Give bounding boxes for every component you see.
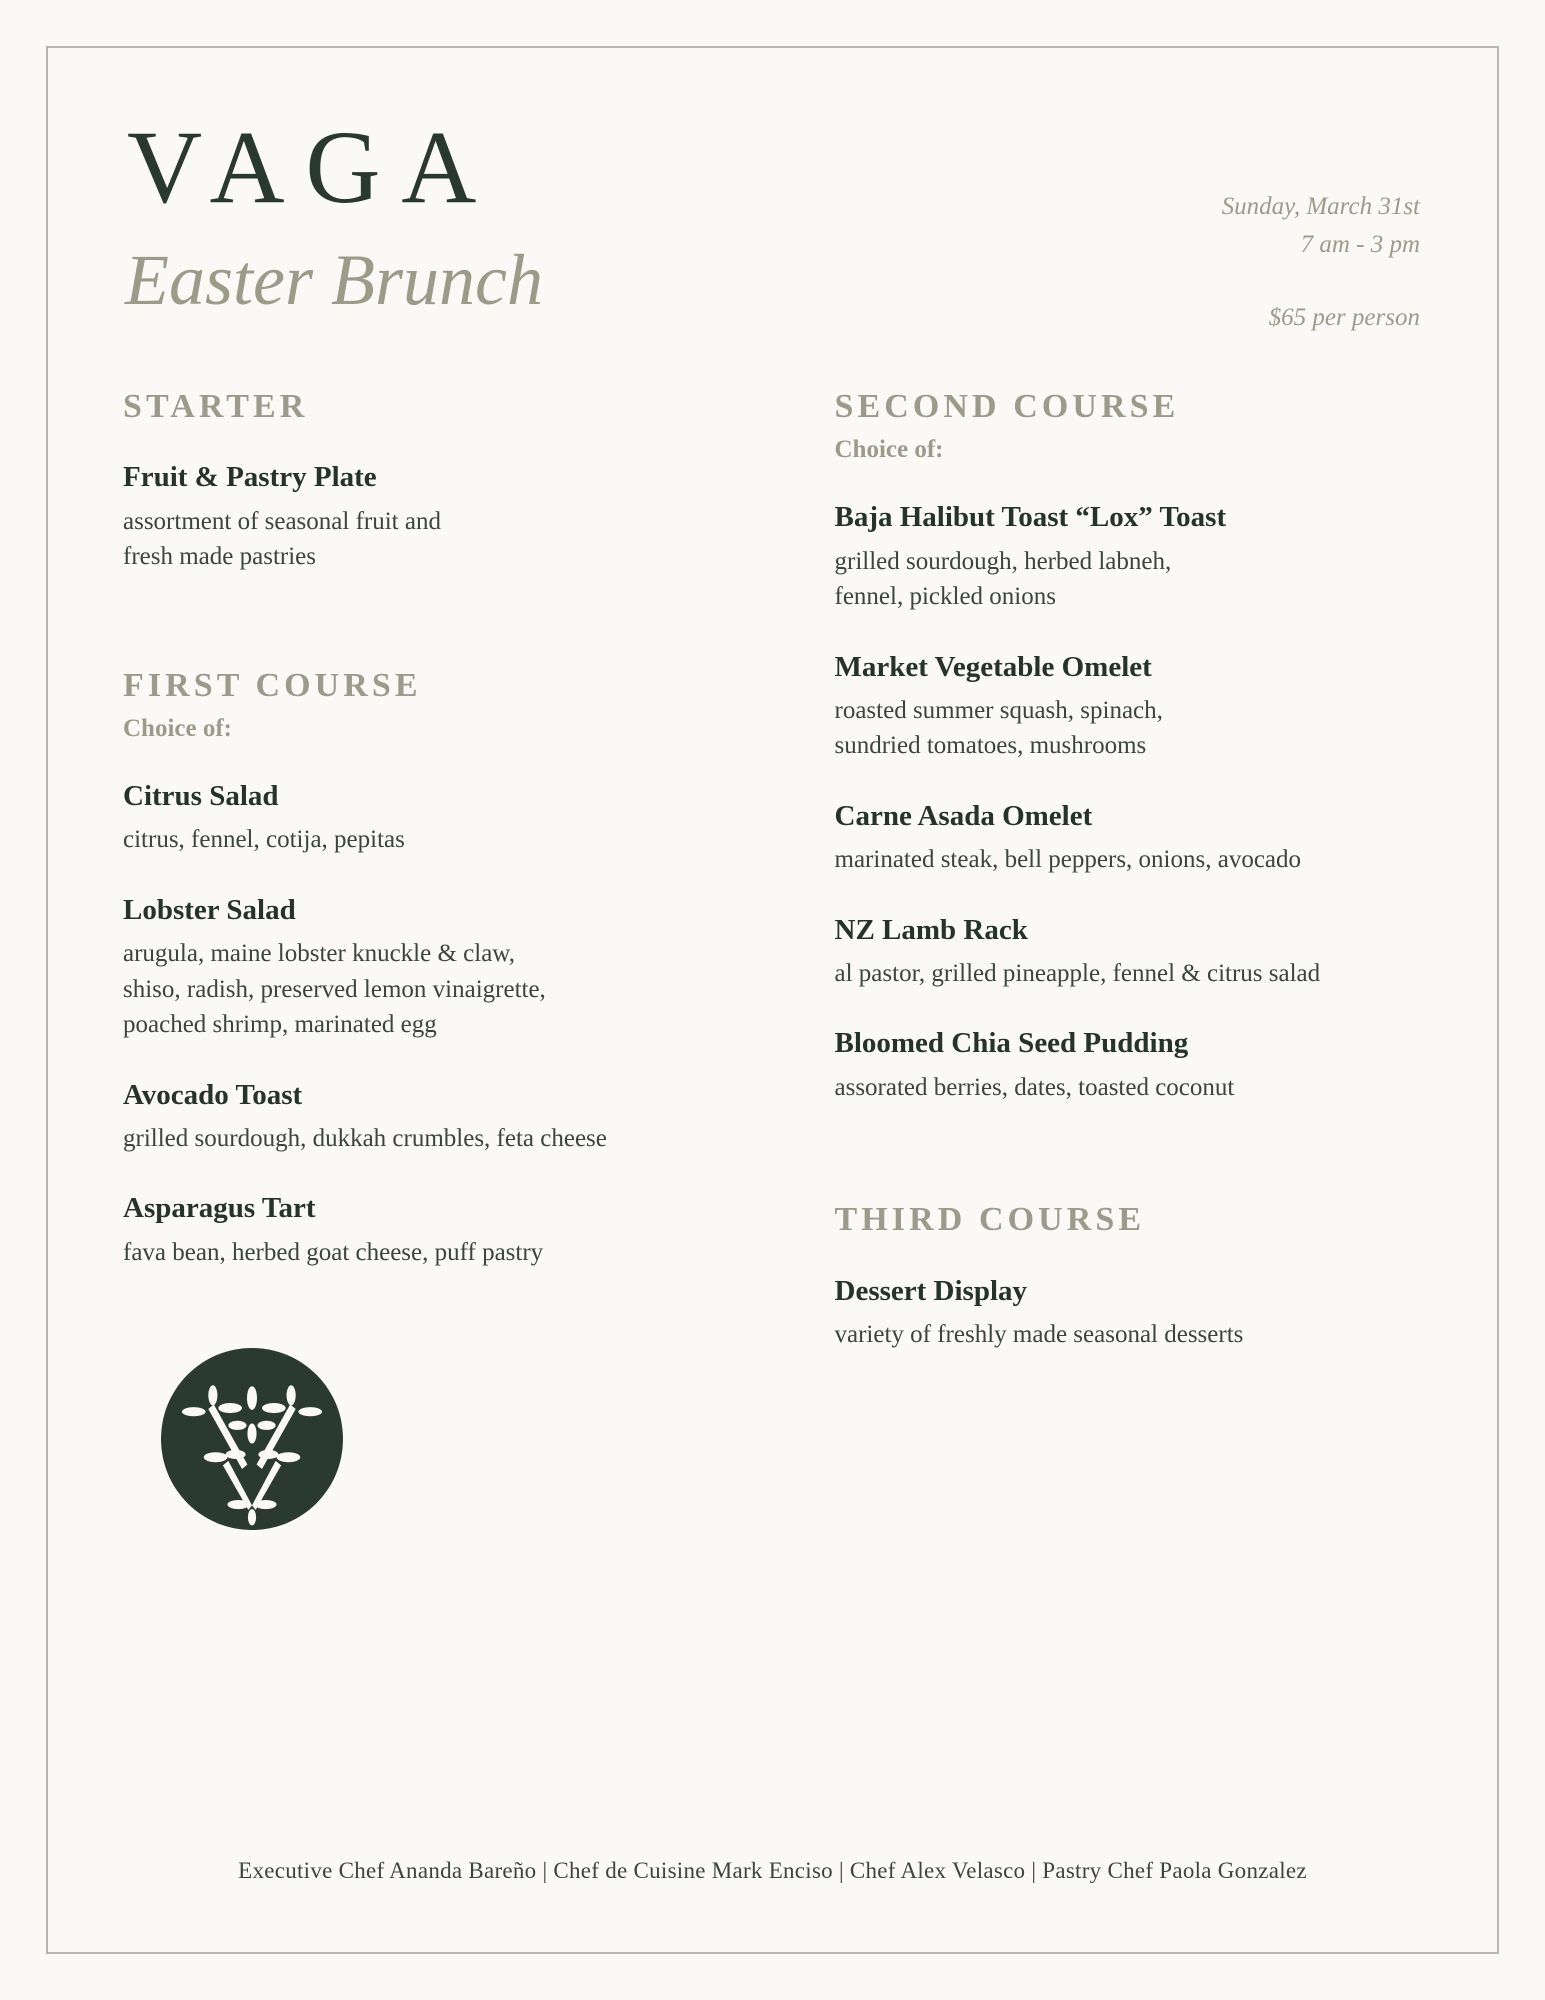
- menu-item-description: grilled sourdough, herbed labneh, fennel, pickled onions: [834, 547, 1172, 611]
- menu-item-description: assortment of seasonal fruit and fresh made pastries: [123, 507, 441, 571]
- menu-item-description: citrus, fennel, cotija, pepitas: [123, 826, 405, 854]
- menu-column-right: [773, 388, 1423, 1530]
- event-details: [1222, 188, 1420, 337]
- section-title: STARTER: [123, 388, 309, 425]
- section-title: THIRD COURSE: [834, 1201, 1146, 1239]
- menu-columns: [123, 348, 1422, 1530]
- menu-item: [123, 1077, 733, 1157]
- page-border-frame: [46, 46, 1499, 1954]
- menu-item: [123, 778, 733, 858]
- menu-item-name: Bloomed Chia Seed Pudding: [834, 1027, 1189, 1060]
- menu-item: [835, 649, 1423, 764]
- section-title: SECOND COURSE: [834, 388, 1180, 425]
- event-hours: 7 am - 3 pm: [1300, 230, 1420, 258]
- menu-section: [835, 388, 1423, 1105]
- menu-item: [123, 892, 733, 1043]
- menu-item-name: Lobster Salad: [123, 893, 296, 926]
- menu-item: [835, 1025, 1423, 1105]
- menu-item-name: Avocado Toast: [123, 1078, 303, 1111]
- menu-item-name: Baja Halibut Toast “Lox” Toast: [834, 501, 1227, 534]
- menu-subtitle: Easter Brunch: [125, 240, 543, 320]
- menu-item: [835, 499, 1423, 614]
- menu-item: [835, 912, 1423, 992]
- menu-item-name: Market Vegetable Omelet: [834, 650, 1152, 683]
- menu-item-description: assorated berries, dates, toasted coconut: [834, 1073, 1235, 1101]
- menu-header: [123, 48, 1422, 348]
- menu-item: [123, 459, 733, 574]
- menu-column-left: [123, 388, 773, 1530]
- menu-item-description: variety of freshly made seasonal desserts: [834, 1320, 1244, 1348]
- menu-item-description: grilled sourdough, dukkah crumbles, feta cheese: [123, 1124, 607, 1152]
- section-gap: [123, 575, 733, 667]
- logo-container: [123, 1348, 733, 1530]
- menu-section: [123, 667, 733, 1270]
- section-title: FIRST COURSE: [123, 666, 422, 704]
- menu-item-description: fava bean, herbed goat cheese, puff pastry: [123, 1238, 544, 1266]
- menu-item-name: Dessert Display: [834, 1274, 1028, 1307]
- restaurant-name: VAGA: [127, 110, 498, 225]
- event-date: Sunday, March 31st: [1221, 193, 1420, 220]
- menu-section: [123, 388, 733, 575]
- menu-item-description: marinated steak, bell peppers, onions, avocado: [834, 846, 1302, 874]
- menu-item-name: Carne Asada Omelet: [834, 799, 1093, 832]
- vaga-logo-icon: [161, 1348, 343, 1530]
- event-price: $65 per person: [1268, 304, 1420, 331]
- menu-item-name: NZ Lamb Rack: [834, 913, 1028, 946]
- choice-of-label: Choice of:: [834, 436, 944, 464]
- menu-item-description: al pastor, grilled pineapple, fennel & citrus salad: [834, 959, 1321, 987]
- menu-section: [835, 1201, 1423, 1352]
- menu-item: [835, 798, 1423, 878]
- menu-item-name: Citrus Salad: [123, 780, 279, 813]
- menu-item-name: Asparagus Tart: [123, 1192, 316, 1225]
- chef-credits: Executive Chef Ananda Bareño | Chef de Cuisine Mark Enciso | Chef Alex Velasco | Pastry Chef Paola Gonzalez: [238, 1858, 1307, 1883]
- section-gap: [835, 1105, 1423, 1201]
- menu-item: [835, 1273, 1423, 1353]
- menu-item-description: arugula, maine lobster knuckle & claw, shiso, radish, preserved lemon vinaigrette, poached shrimp, marinated egg: [123, 940, 546, 1039]
- menu-item: [123, 1190, 733, 1270]
- menu-item-name: Fruit & Pastry Plate: [123, 461, 377, 494]
- menu-item-description: roasted summer squash, spinach, sundried tomatoes, mushrooms: [834, 696, 1163, 760]
- choice-of-label: Choice of:: [123, 715, 232, 743]
